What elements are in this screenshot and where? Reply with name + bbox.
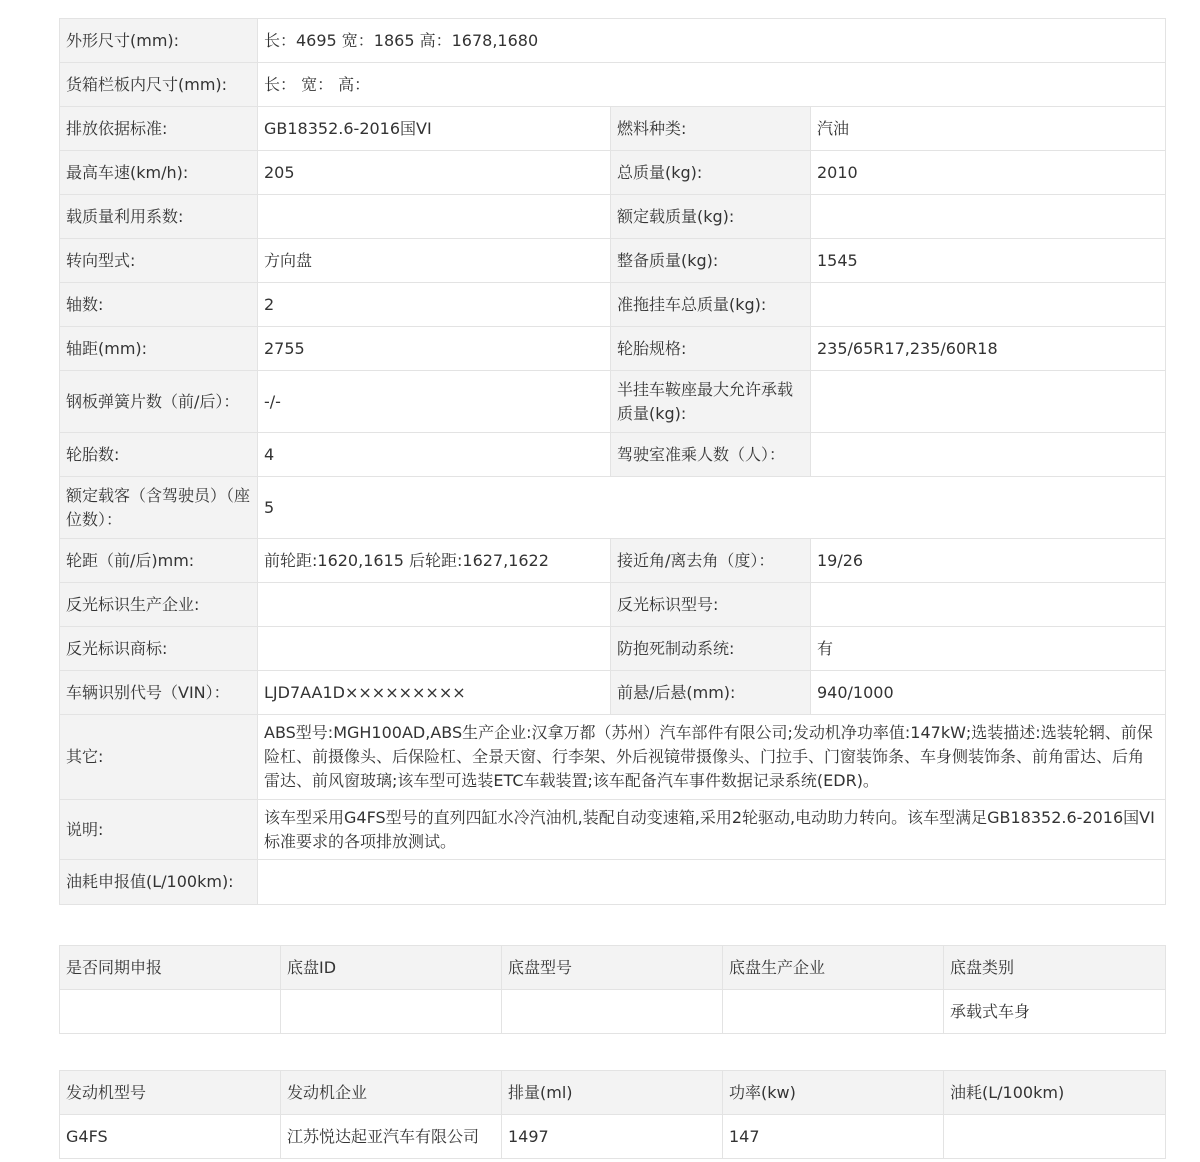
spec-value [811, 195, 1166, 239]
spec-value: 235/65R17,235/60R18 [811, 327, 1166, 371]
table-row [60, 990, 1166, 1034]
chassis-header-row [60, 946, 1166, 990]
spec-value: 940/1000 [811, 671, 1166, 715]
table-cell [281, 990, 502, 1034]
spec-value: LJD7AA1D××××××××× [258, 671, 611, 715]
spec-label: 车辆识别代号（VIN）： [60, 671, 258, 715]
column-header: 是否同期申报 [60, 946, 281, 990]
spec-label: 外形尺寸(mm): [60, 19, 258, 63]
column-header: 底盘型号 [502, 946, 723, 990]
spec-value: 长： 宽： 高： [258, 63, 1166, 107]
column-header: 底盘生产企业 [723, 946, 944, 990]
table-cell: 江苏悦达起亚汽车有限公司 [281, 1115, 502, 1159]
spec-label: 轴距(mm): [60, 327, 258, 371]
spec-row-wheelbase [60, 327, 1166, 371]
spec-row-fuel-consumption [60, 860, 1166, 905]
spec-value: 2 [258, 283, 611, 327]
spec-label: 钢板弹簧片数（前/后）： [60, 371, 258, 433]
spec-label: 反光标识商标: [60, 627, 258, 671]
spec-row-load-factor [60, 195, 1166, 239]
table-cell [723, 990, 944, 1034]
spec-value [811, 433, 1166, 477]
spec-label: 反光标识生产企业: [60, 583, 258, 627]
column-header: 底盘ID [281, 946, 502, 990]
spec-label: 排放依据标准: [60, 107, 258, 151]
spec-row-other [60, 715, 1166, 800]
spec-label: 转向型式: [60, 239, 258, 283]
spec-value: -/- [258, 371, 611, 433]
spec-value: 205 [258, 151, 611, 195]
table-cell: G4FS [60, 1115, 281, 1159]
spec-label: 反光标识型号: [611, 583, 811, 627]
table-cell: 147 [723, 1115, 944, 1159]
column-header: 发动机型号 [60, 1071, 281, 1115]
spec-label: 货箱栏板内尺寸(mm): [60, 63, 258, 107]
spec-label: 轴数: [60, 283, 258, 327]
spec-value: GB18352.6-2016国VI [258, 107, 611, 151]
spec-label: 整备质量(kg): [611, 239, 811, 283]
spec-value [258, 627, 611, 671]
spec-label: 准拖挂车总质量(kg): [611, 283, 811, 327]
spec-value: 2755 [258, 327, 611, 371]
spec-label: 总质量(kg): [611, 151, 811, 195]
spec-label: 防抱死制动系统: [611, 627, 811, 671]
spec-value: 前轮距:1620,1615 后轮距:1627,1622 [258, 539, 611, 583]
table-cell [502, 990, 723, 1034]
spec-row-seats [60, 477, 1166, 539]
spec-value: 方向盘 [258, 239, 611, 283]
spec-value: ABS型号:MGH100AD,ABS生产企业:汉拿万都（苏州）汽车部件有限公司;发动机净功率值:147kW;选装描述:选装轮辋、前保险杠、前摄像头、后保险杠、全景天窗、行李架、外后视镜带摄像头、门拉手、门窗装饰条、车身侧装饰条、前角雷达、后角雷达、前风窗玻璃;该车型可选装ETC车载装置;该车配备汽车事件数据记录系统(EDR)。 [258, 715, 1166, 800]
spec-label: 油耗申报值(L/100km): [60, 860, 258, 905]
spec-value [811, 583, 1166, 627]
spec-value: 5 [258, 477, 1166, 539]
spec-row-tires [60, 433, 1166, 477]
spec-value: 4 [258, 433, 611, 477]
spec-label: 接近角/离去角（度）： [611, 539, 811, 583]
engine-table [59, 1070, 1166, 1159]
vehicle-spec-table [59, 18, 1166, 905]
spec-value [258, 860, 1166, 905]
spec-value: 2010 [811, 151, 1166, 195]
spec-value: 汽油 [811, 107, 1166, 151]
spec-label: 最高车速(km/h): [60, 151, 258, 195]
spec-label: 半挂车鞍座最大允许承载质量(kg): [611, 371, 811, 433]
column-header: 油耗(L/100km) [944, 1071, 1166, 1115]
spec-label: 额定载客（含驾驶员）（座位数）： [60, 477, 258, 539]
spec-row-description [60, 800, 1166, 860]
spec-row-reflector-brand [60, 627, 1166, 671]
table-cell: 承载式车身 [944, 990, 1166, 1034]
table-cell [60, 990, 281, 1034]
engine-header-row [60, 1071, 1166, 1115]
table-cell [944, 1115, 1166, 1159]
spec-row-vin [60, 671, 1166, 715]
spec-value [258, 195, 611, 239]
spec-label: 说明: [60, 800, 258, 860]
column-header: 排量(ml) [502, 1071, 723, 1115]
table-row [60, 1115, 1166, 1159]
spec-row-emission [60, 107, 1166, 151]
spec-label: 轮胎规格: [611, 327, 811, 371]
spec-value: 长：4695 宽：1865 高：1678,1680 [258, 19, 1166, 63]
spec-value [811, 371, 1166, 433]
column-header: 底盘类别 [944, 946, 1166, 990]
spec-value [258, 583, 611, 627]
spec-value: 19/26 [811, 539, 1166, 583]
spec-row-reflector-maker [60, 583, 1166, 627]
spec-value: 该车型采用G4FS型号的直列四缸水冷汽油机,装配自动变速箱,采用2轮驱动,电动助力转向。该车型满足GB18352.6-2016国VI标准要求的各项排放测试。 [258, 800, 1166, 860]
spec-label: 轮胎数: [60, 433, 258, 477]
spec-label: 燃料种类: [611, 107, 811, 151]
spec-row-leaf-spring [60, 371, 1166, 433]
spec-row-cargo-box [60, 63, 1166, 107]
spec-row-track [60, 539, 1166, 583]
spec-row-dimensions [60, 19, 1166, 63]
column-header: 功率(kw) [723, 1071, 944, 1115]
spec-label: 额定载质量(kg): [611, 195, 811, 239]
spec-row-axles [60, 283, 1166, 327]
spec-label: 轮距（前/后)mm: [60, 539, 258, 583]
spec-value [811, 283, 1166, 327]
spec-row-steering [60, 239, 1166, 283]
column-header: 发动机企业 [281, 1071, 502, 1115]
spec-row-speed [60, 151, 1166, 195]
spec-label: 前悬/后悬(mm): [611, 671, 811, 715]
spec-label: 其它: [60, 715, 258, 800]
spec-label: 驾驶室准乘人数（人）： [611, 433, 811, 477]
spec-value: 1545 [811, 239, 1166, 283]
chassis-table [59, 945, 1166, 1034]
table-cell: 1497 [502, 1115, 723, 1159]
spec-value: 有 [811, 627, 1166, 671]
spec-label: 载质量利用系数: [60, 195, 258, 239]
